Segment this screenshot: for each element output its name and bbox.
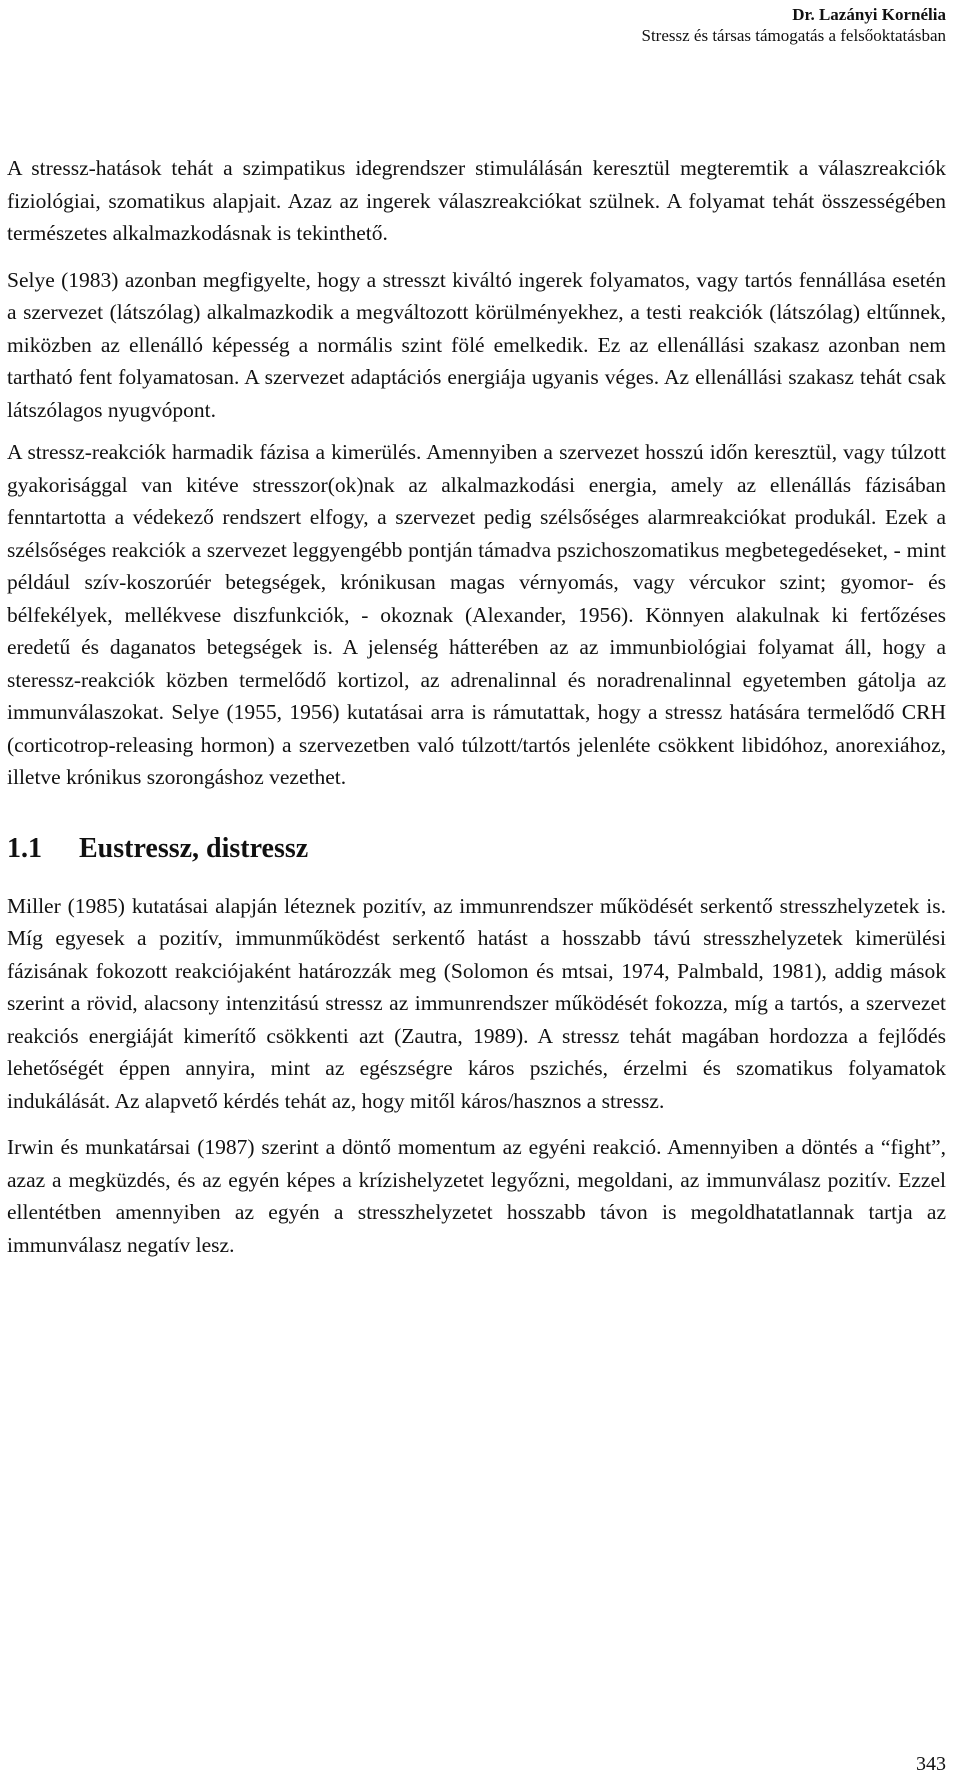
- paragraph-stress-effects: A stressz-hatások tehát a szimpatikus idegrendszer stimulálásán keresztül megteremtik a válaszreakciók fiziológiai, szomatikus alapjait. Azaz az ingerek válaszreakciókat szülnek. A folyamat tehát összességében természetes alkalmazkodásnak is tekinthető.: [7, 156, 946, 245]
- section-heading: [7, 832, 946, 866]
- running-header: [642, 4, 947, 46]
- document-body: [7, 152, 946, 1261]
- paragraph-irwin: Irwin és munkatársai (1987) szerint a döntő momentum az egyéni reakció. Amennyiben a döntés a “fight”, azaz a megküzdés, és az egyén képes a krízishelyzetet legyőzni, megoldani, az immunválasz pozitív. Ezzel ellentétben amennyiben az egyén a stresszhelyzetet hosszabb távon is megoldhatatlannak tartja az immunválasz negatív lesz.: [7, 1135, 946, 1257]
- page-number: 343: [916, 1753, 946, 1775]
- header-author: Dr. Lazányi Kornélia: [792, 5, 946, 24]
- header-title: Stressz és társas támogatás a felsőoktatásban: [641, 26, 946, 45]
- paragraph-exhaustion: A stressz-reakciók harmadik fázisa a kimerülés. Amennyiben a szervezet hosszú időn keresztül, vagy túlzott gyakorisággal van kitéve stresszor(ok)nak az alkalmazkodási energia, amely az ellenállás fázisában fenntartotta a védekező rendszert elfogy, a szervezet pedig szélsőséges alarmreakciókat produkál. Ezek a szélsőséges reakciók a szervezet leggyengébb pontján támadva pszichoszomatikus megbetegedéseket, - mint például szív-koszorúér betegségek, krónikusan magas vérnyomás, vagy vércukor szint; gyomor- és bélfekélyek, mellékvese diszfunkciók, - okoznak (Alexander, 1956). Könnyen alakulnak ki fertőzéses eredetű és daganatos betegségek is. A jelenség hátterében az az immunbiológiai folyamat áll, hogy a steressz-reakciók közben termelődő kortizol, az adrenalinnal és noradrenalinnal egyetemben gátolja az immunválaszokat. Selye (1955, 1956) kutatásai arra is rámutattak, hogy a stressz hatására termelődő CRH (corticotrop-releasing hormon) a szervezetben való túlzott/tartós jelenléte csökkent libidóhoz, anorexiához, illetve krónikus szorongáshoz vezethet.: [7, 440, 946, 789]
- paragraph-miller: Miller (1985) kutatásai alapján léteznek pozitív, az immunrendszer működését serkentő stresszhelyzetek is. Míg egyesek a pozitív, immunműködést serkentő hatást a hosszabb távú stresszhelyzetek kimerülési fázisának fokozott reakciójaként határozzák meg (Solomon és mtsai, 1974, Palmbald, 1981), addig mások szerint a rövid, alacsony intenzitású stressz az immunrendszer működését fokozza, míg a tartós, a szervezet reakciós energiáját kimerítő csökkenti azt (Zautra, 1989). A stressz tehát magában hordozza a fejlődés lehetőségét éppen annyira, mint az egészségre káros pszichés, érzelmi és szomatikus folyamatok indukálását. Az alapvető kérdés tehát az, hogy mitől káros/hasznos a stressz.: [7, 893, 946, 1113]
- section-number: 1.1: [7, 832, 42, 864]
- paragraph-selye-resistance: Selye (1983) azonban megfigyelte, hogy a stresszt kiváltó ingerek folyamatos, vagy tartós fennállása esetén a szervezet (látszólag) alkalmazkodik a megváltozott körülményekhez, a testi reakciók (látszólag) eltűnnek, miközben az ellenálló képesség a normális szint fölé emelkedik. Ez az ellenállási szakasz azonban nem tartható fent folyamatosan. A szervezet adaptációs energiája ugyanis véges. Az ellenállási szakasz tehát csak látszólagos nyugvópont.: [7, 267, 946, 422]
- section-title: Eustressz, distressz: [79, 832, 309, 864]
